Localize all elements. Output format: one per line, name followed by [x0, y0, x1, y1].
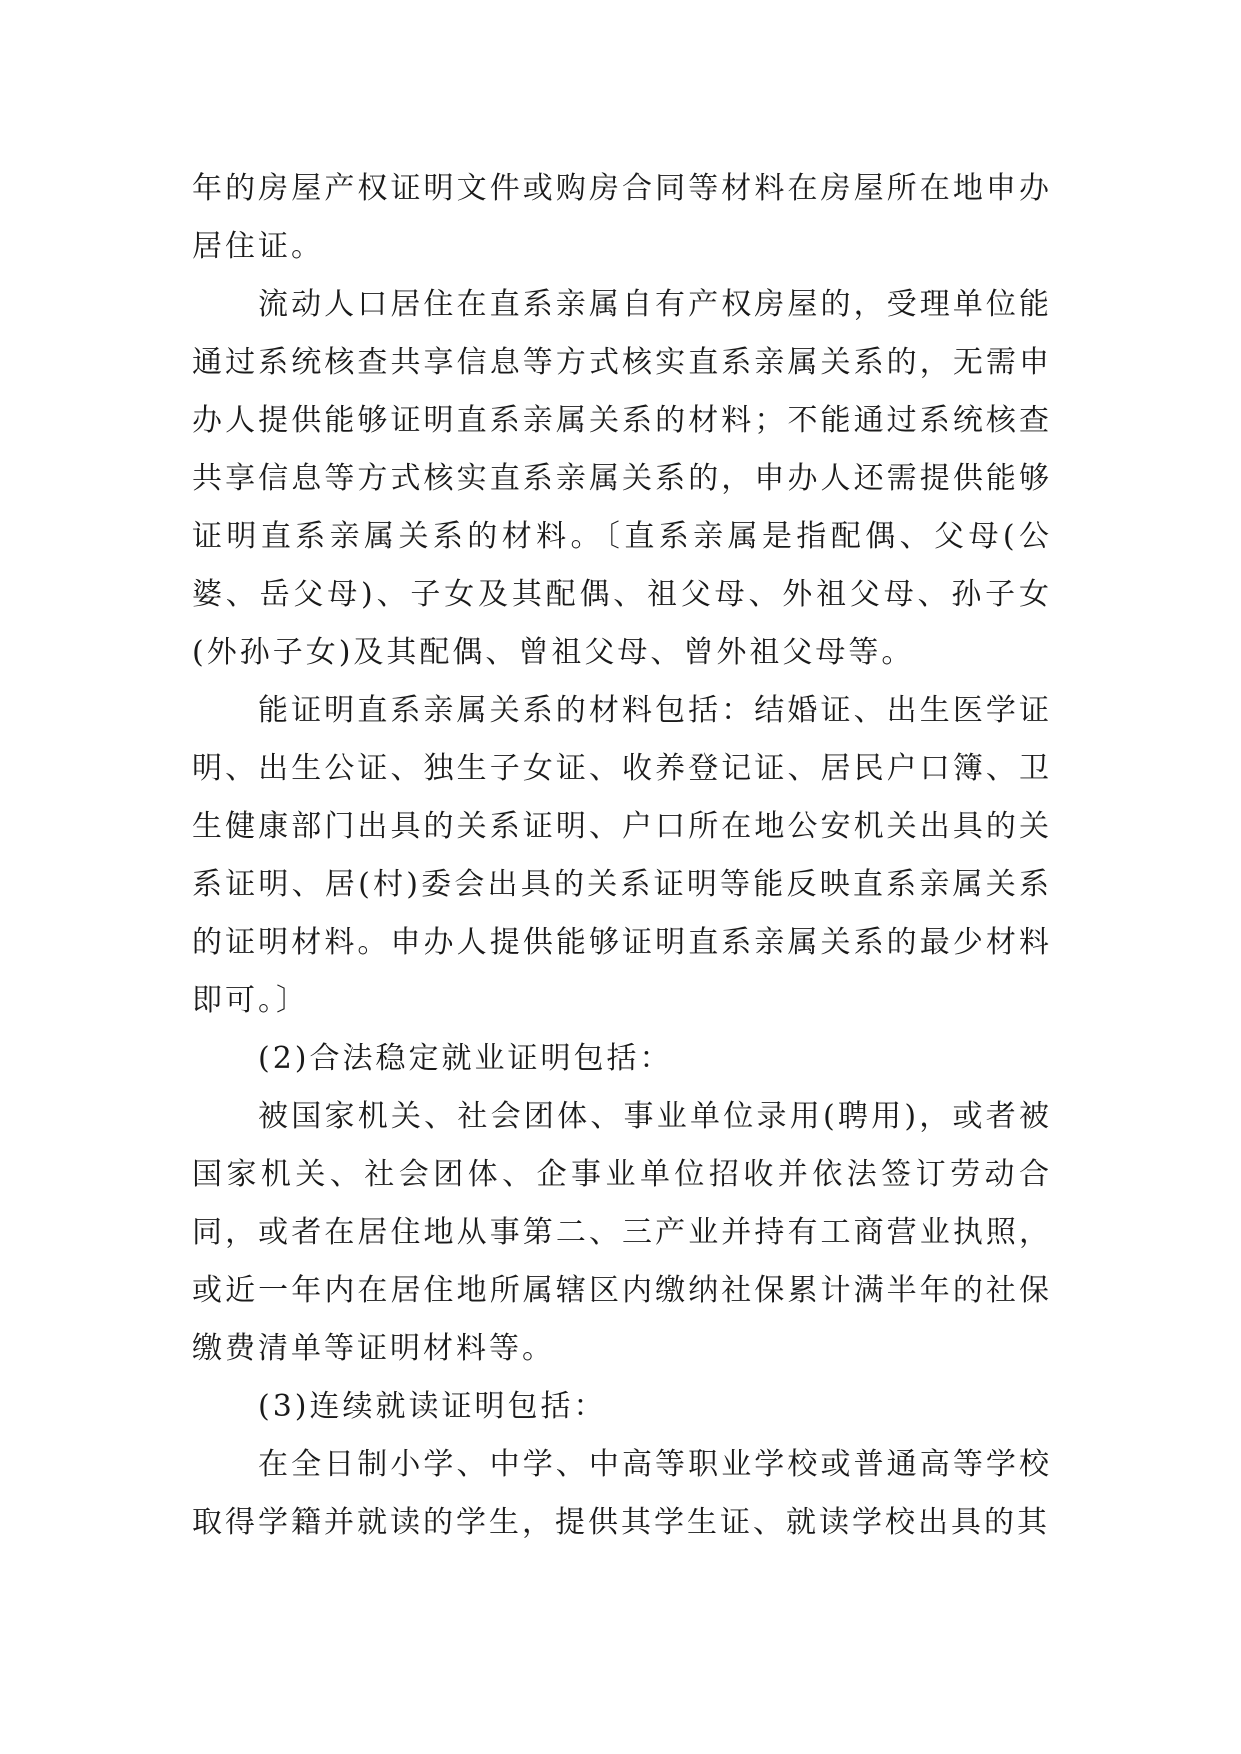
paragraph-continuation: 年的房屋产权证明文件或购房合同等材料在房屋所在地申办居住证。 — [192, 171, 1052, 264]
heading-study-proof: (3)连续就读证明包括： — [258, 1389, 607, 1424]
paragraph-employment-details: 被国家机关、社会团体、事业单位录用(聘用)，或者被国家机关、社会团体、企事业单位招收并依法签订劳动合同，或者在居住地从事第二、三产业并持有工商营业执照，或近一年内在居住地所属辖区内缴纳社保累计满半年的社保缴费清单等证明材料等。 — [192, 1099, 1052, 1366]
document-body — [192, 160, 1052, 1552]
paragraph-relationship-materials: 能证明直系亲属关系的材料包括：结婚证、出生医学证明、出生公证、独生子女证、收养登记证、居民户口簿、卫生健康部门出具的关系证明、户口所在地公安机关出具的关系证明、居(村)委会出具的关系证明等能反映直系亲属关系的证明材料。申办人提供能够证明直系亲属关系的最少材料即可。〕 — [192, 693, 1052, 1018]
paragraph-study-details: 在全日制小学、中学、中高等职业学校或普通高等学校取得学籍并就读的学生，提供其学生证、就读学校出具的其 — [192, 1447, 1052, 1540]
paragraph-relatives-residence: 流动人口居住在直系亲属自有产权房屋的，受理单位能通过系统核查共享信息等方式核实直系亲属关系的，无需申办人提供能够证明直系亲属关系的材料；不能通过系统核查共享信息等方式核实直系亲属关系的，申办人还需提供能够证明直系亲属关系的材料。〔直系亲属是指配偶、父母(公婆、岳父母)、子女及其配偶、祖父母、外祖父母、孙子女(外孙子女)及其配偶、曾祖父母、曾外祖父母等。 — [192, 287, 1052, 670]
heading-employment-proof: (2)合法稳定就业证明包括： — [258, 1041, 673, 1076]
